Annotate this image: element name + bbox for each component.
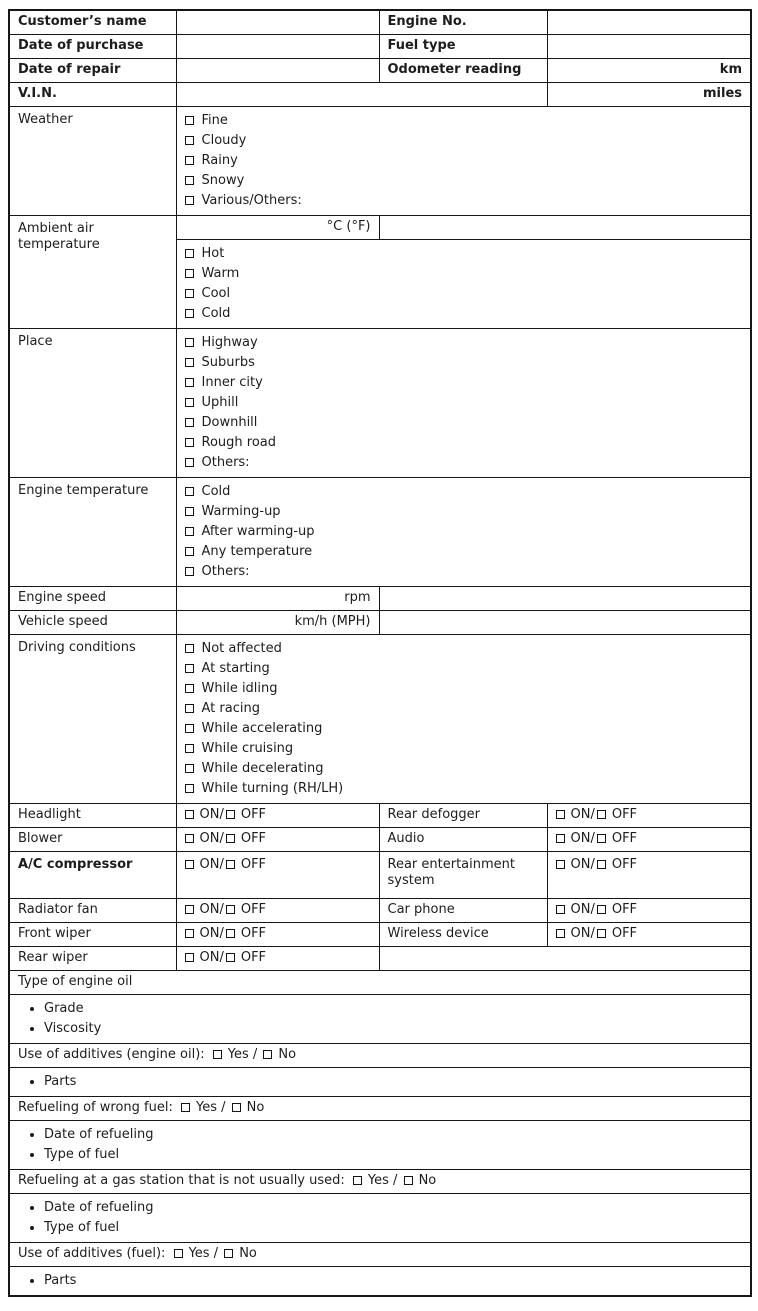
yes-checkbox-icon[interactable] bbox=[174, 1249, 183, 1258]
checkbox-icon[interactable] bbox=[185, 724, 194, 733]
fuel-type-field[interactable] bbox=[547, 34, 751, 58]
engine-no-label: Engine No. bbox=[379, 10, 547, 34]
additives-fuel-label: Use of additives (fuel): bbox=[18, 1246, 166, 1261]
checkbox-label: Highway bbox=[201, 334, 258, 350]
row-engine-temperature bbox=[9, 477, 751, 586]
vehicle-speed-field[interactable] bbox=[379, 610, 751, 634]
customer-name-label: Customer’s name bbox=[9, 10, 176, 34]
row-engine-speed bbox=[9, 586, 751, 610]
empty-cell bbox=[379, 946, 751, 970]
checkbox-label: While cruising bbox=[201, 740, 294, 756]
engine-speed-label: Engine speed bbox=[9, 586, 176, 610]
off-checkbox-icon[interactable] bbox=[597, 905, 606, 914]
weather-label: Weather bbox=[9, 106, 176, 215]
audio-onoff[interactable] bbox=[547, 827, 751, 851]
date-of-repair-field[interactable] bbox=[176, 58, 379, 82]
row-unusual-station bbox=[9, 1169, 751, 1193]
checkbox-option[interactable] bbox=[185, 522, 743, 542]
off-label: OFF bbox=[611, 831, 638, 846]
row-repair-odometer bbox=[9, 58, 751, 82]
checkbox-label: Warm bbox=[201, 265, 240, 281]
checkbox-label: Cold bbox=[201, 483, 231, 499]
engine-speed-field[interactable] bbox=[379, 586, 751, 610]
row-customer-engine bbox=[9, 10, 751, 34]
row-additives-fuel bbox=[9, 1242, 751, 1266]
yes-checkbox-icon[interactable] bbox=[353, 1176, 362, 1185]
checkbox-label: While accelerating bbox=[201, 720, 323, 736]
on-label: ON/ bbox=[199, 950, 224, 965]
checkbox-option[interactable] bbox=[185, 433, 743, 453]
list-item-type-of-fuel: • Type of fuel bbox=[44, 1218, 742, 1238]
off-label: OFF bbox=[240, 926, 267, 941]
row-driving-conditions bbox=[9, 634, 751, 803]
checkbox-label: While decelerating bbox=[201, 760, 324, 776]
rear-defogger-onoff[interactable] bbox=[547, 803, 751, 827]
row-oil-details bbox=[9, 994, 751, 1043]
list-item-viscosity: • Viscosity bbox=[44, 1019, 742, 1039]
rear-entertainment-label: Rear entertainment system bbox=[379, 851, 547, 898]
driving-conditions-options bbox=[176, 634, 751, 803]
row-frontwiper-wireless bbox=[9, 922, 751, 946]
checkbox-icon[interactable] bbox=[185, 378, 194, 387]
on-checkbox-icon[interactable] bbox=[556, 834, 565, 843]
off-checkbox-icon[interactable] bbox=[597, 860, 606, 869]
row-place bbox=[9, 328, 751, 477]
ambient-temperature-field[interactable] bbox=[379, 215, 751, 239]
vin-field[interactable] bbox=[176, 82, 547, 106]
checkbox-label: Cold bbox=[201, 305, 231, 321]
checkbox-label: Any temperature bbox=[201, 543, 313, 559]
front-wiper-onoff[interactable] bbox=[176, 922, 379, 946]
headlight-onoff[interactable] bbox=[176, 803, 379, 827]
checkbox-label: At racing bbox=[201, 700, 260, 716]
row-wrong-fuel bbox=[9, 1096, 751, 1120]
list-item-type-of-fuel: • Type of fuel bbox=[44, 1145, 742, 1165]
checkbox-option[interactable] bbox=[185, 284, 743, 304]
ambient-unit-label: °C (°F) bbox=[176, 215, 379, 239]
checkbox-label: Rainy bbox=[201, 152, 238, 168]
checkbox-option[interactable] bbox=[185, 502, 743, 522]
off-checkbox-icon[interactable] bbox=[597, 810, 606, 819]
yes-checkbox-icon[interactable] bbox=[181, 1103, 190, 1112]
row-fuel-parts bbox=[9, 1266, 751, 1296]
checkbox-label: At starting bbox=[201, 660, 270, 676]
checkbox-option[interactable] bbox=[185, 244, 743, 264]
off-checkbox-icon[interactable] bbox=[226, 929, 235, 938]
checkbox-label: Others: bbox=[201, 454, 250, 470]
checkbox-label: Snowy bbox=[201, 172, 245, 188]
checkbox-icon[interactable] bbox=[185, 249, 194, 258]
on-label: ON/ bbox=[199, 926, 224, 941]
on-checkbox-icon[interactable] bbox=[185, 905, 194, 914]
checkbox-option[interactable] bbox=[185, 739, 743, 759]
checkbox-option[interactable] bbox=[185, 639, 743, 659]
on-label: ON/ bbox=[570, 831, 595, 846]
checkbox-option[interactable] bbox=[185, 111, 743, 131]
off-label: OFF bbox=[240, 902, 267, 917]
yes-label: Yes / bbox=[227, 1047, 258, 1062]
front-wiper-label: Front wiper bbox=[9, 922, 176, 946]
checkbox-icon[interactable] bbox=[185, 289, 194, 298]
checkbox-icon[interactable] bbox=[185, 684, 194, 693]
row-unusual-station-details bbox=[9, 1193, 751, 1242]
checkbox-option[interactable] bbox=[185, 171, 743, 191]
wrong-fuel-label: Refueling of wrong fuel: bbox=[18, 1100, 173, 1115]
checkbox-label: Warming-up bbox=[201, 503, 281, 519]
oil-detail-list bbox=[9, 994, 751, 1043]
rear-entertainment-onoff[interactable] bbox=[547, 851, 751, 898]
on-label: ON/ bbox=[199, 831, 224, 846]
list-item-date-of-refueling: • Date of refueling bbox=[44, 1198, 742, 1218]
date-of-repair-label: Date of repair bbox=[9, 58, 176, 82]
engine-temperature-options bbox=[176, 477, 751, 586]
row-wrong-fuel-details bbox=[9, 1120, 751, 1169]
additives-oil-question bbox=[9, 1043, 751, 1067]
odometer-km-field[interactable]: km bbox=[547, 58, 751, 82]
checkbox-icon[interactable] bbox=[185, 664, 194, 673]
checkbox-icon[interactable] bbox=[185, 116, 194, 125]
checkbox-option[interactable] bbox=[185, 699, 743, 719]
list-item-parts: • Parts bbox=[44, 1072, 742, 1092]
on-checkbox-icon[interactable] bbox=[556, 905, 565, 914]
engine-temperature-label: Engine temperature bbox=[9, 477, 176, 586]
checkbox-icon[interactable] bbox=[185, 358, 194, 367]
off-label: OFF bbox=[240, 807, 267, 822]
checkbox-option[interactable] bbox=[185, 353, 743, 373]
engine-no-field[interactable] bbox=[547, 10, 751, 34]
checkbox-icon[interactable] bbox=[185, 547, 194, 556]
checkbox-option[interactable] bbox=[185, 191, 743, 211]
no-label: No bbox=[246, 1100, 265, 1115]
checkbox-icon[interactable] bbox=[185, 704, 194, 713]
row-ac-rearentertainment bbox=[9, 851, 751, 898]
oil-parts-list bbox=[9, 1067, 751, 1096]
wireless-device-label: Wireless device bbox=[379, 922, 547, 946]
radiator-fan-label: Radiator fan bbox=[9, 898, 176, 922]
checkbox-icon[interactable] bbox=[185, 309, 194, 318]
on-label: ON/ bbox=[570, 926, 595, 941]
rear-wiper-label: Rear wiper bbox=[9, 946, 176, 970]
on-label: ON/ bbox=[570, 807, 595, 822]
off-checkbox-icon[interactable] bbox=[226, 953, 235, 962]
off-checkbox-icon[interactable] bbox=[226, 860, 235, 869]
on-checkbox-icon[interactable] bbox=[556, 810, 565, 819]
off-checkbox-icon[interactable] bbox=[226, 905, 235, 914]
checkbox-icon[interactable] bbox=[185, 487, 194, 496]
type-of-engine-oil-label: Type of engine oil bbox=[9, 970, 751, 994]
checkbox-option[interactable] bbox=[185, 413, 743, 433]
on-checkbox-icon[interactable] bbox=[556, 860, 565, 869]
checkbox-icon[interactable] bbox=[185, 398, 194, 407]
checkbox-option[interactable] bbox=[185, 131, 743, 151]
on-label: ON/ bbox=[199, 807, 224, 822]
fuel-parts-list bbox=[9, 1266, 751, 1296]
on-checkbox-icon[interactable] bbox=[185, 953, 194, 962]
headlight-label: Headlight bbox=[9, 803, 176, 827]
yes-label: Yes / bbox=[367, 1173, 398, 1188]
checkbox-label: While turning (RH/LH) bbox=[201, 780, 344, 796]
radiator-fan-onoff[interactable] bbox=[176, 898, 379, 922]
off-checkbox-icon[interactable] bbox=[226, 834, 235, 843]
odometer-reading-label: Odometer reading bbox=[379, 58, 547, 82]
yes-label: Yes / bbox=[196, 1100, 226, 1115]
row-ambient-unit bbox=[9, 215, 751, 239]
checkbox-option[interactable] bbox=[185, 304, 743, 324]
checkbox-label: Cloudy bbox=[201, 132, 247, 148]
rear-wiper-onoff[interactable] bbox=[176, 946, 379, 970]
no-label: No bbox=[239, 1246, 257, 1261]
on-checkbox-icon[interactable] bbox=[556, 929, 565, 938]
row-rearwiper bbox=[9, 946, 751, 970]
checkbox-label: While idling bbox=[201, 680, 278, 696]
checkbox-option[interactable] bbox=[185, 759, 743, 779]
date-of-purchase-label: Date of purchase bbox=[9, 34, 176, 58]
blower-label: Blower bbox=[9, 827, 176, 851]
vehicle-speed-unit-label: km/h (MPH) bbox=[176, 610, 379, 634]
unusual-station-detail-list bbox=[9, 1193, 751, 1242]
engine-speed-unit-label: rpm bbox=[176, 586, 379, 610]
additives-fuel-question bbox=[9, 1242, 751, 1266]
row-vehicle-speed bbox=[9, 610, 751, 634]
wrong-fuel-question bbox=[9, 1096, 751, 1120]
weather-options bbox=[176, 106, 751, 215]
checkbox-label: Downhill bbox=[201, 414, 258, 430]
checkbox-option[interactable] bbox=[185, 151, 743, 171]
checkbox-label: Rough road bbox=[201, 434, 276, 450]
place-options bbox=[176, 328, 751, 477]
ambient-options bbox=[176, 239, 751, 328]
wrong-fuel-detail-list bbox=[9, 1120, 751, 1169]
checkbox-icon[interactable] bbox=[185, 644, 194, 653]
checkbox-option[interactable] bbox=[185, 659, 743, 679]
checkbox-option[interactable] bbox=[185, 562, 743, 582]
customer-name-field[interactable] bbox=[176, 10, 379, 34]
vin-label: V.I.N. bbox=[9, 82, 176, 106]
checkbox-option[interactable] bbox=[185, 264, 743, 284]
checkbox-icon[interactable] bbox=[185, 567, 194, 576]
unusual-station-question bbox=[9, 1169, 751, 1193]
on-checkbox-icon[interactable] bbox=[185, 834, 194, 843]
checkbox-icon[interactable] bbox=[185, 527, 194, 536]
row-additives-oil bbox=[9, 1043, 751, 1067]
checkbox-label: After warming-up bbox=[201, 523, 315, 539]
yes-checkbox-icon[interactable] bbox=[213, 1050, 222, 1059]
no-label: No bbox=[278, 1047, 297, 1062]
wireless-device-onoff[interactable] bbox=[547, 922, 751, 946]
no-label: No bbox=[418, 1173, 437, 1188]
checkbox-label: Uphill bbox=[201, 394, 239, 410]
checkbox-option[interactable] bbox=[185, 719, 743, 739]
no-checkbox-icon[interactable] bbox=[404, 1176, 413, 1185]
ambient-temperature-label: Ambient air temperature bbox=[9, 215, 176, 328]
driving-conditions-label: Driving conditions bbox=[9, 634, 176, 803]
off-checkbox-icon[interactable] bbox=[597, 929, 606, 938]
checkbox-icon[interactable] bbox=[185, 176, 194, 185]
no-checkbox-icon[interactable] bbox=[232, 1103, 241, 1112]
checkbox-icon[interactable] bbox=[185, 269, 194, 278]
checkbox-icon[interactable] bbox=[185, 418, 194, 427]
checkbox-label: Inner city bbox=[201, 374, 263, 390]
place-label: Place bbox=[9, 328, 176, 477]
checkbox-option[interactable] bbox=[185, 393, 743, 413]
checkbox-option[interactable] bbox=[185, 373, 743, 393]
checkbox-option[interactable] bbox=[185, 482, 743, 502]
off-label: OFF bbox=[611, 926, 638, 941]
no-checkbox-icon[interactable] bbox=[263, 1050, 272, 1059]
checkbox-label: Hot bbox=[201, 245, 225, 261]
yes-label: Yes / bbox=[188, 1246, 219, 1261]
on-label: ON/ bbox=[570, 902, 595, 917]
off-label: OFF bbox=[240, 831, 267, 846]
checkbox-icon[interactable] bbox=[185, 764, 194, 773]
check-sheet-table bbox=[8, 9, 752, 1297]
odometer-miles-field[interactable]: miles bbox=[547, 82, 751, 106]
ac-compressor-label: A/C compressor bbox=[9, 851, 176, 898]
checkbox-label: Cool bbox=[201, 285, 231, 301]
checkbox-icon[interactable] bbox=[185, 196, 194, 205]
checkbox-label: Fine bbox=[201, 112, 228, 128]
checkbox-icon[interactable] bbox=[185, 136, 194, 145]
on-label: ON/ bbox=[199, 856, 224, 872]
checkbox-label: Various/Others: bbox=[201, 192, 302, 208]
checkbox-label: Not affected bbox=[201, 640, 282, 656]
on-label: ON/ bbox=[199, 902, 224, 917]
checkbox-option[interactable] bbox=[185, 679, 743, 699]
vehicle-speed-label: Vehicle speed bbox=[9, 610, 176, 634]
on-checkbox-icon[interactable] bbox=[185, 810, 194, 819]
list-item-date-of-refueling: • Date of refueling bbox=[44, 1125, 742, 1145]
rear-defogger-label: Rear defogger bbox=[379, 803, 547, 827]
on-checkbox-icon[interactable] bbox=[185, 929, 194, 938]
checkbox-icon[interactable] bbox=[185, 507, 194, 516]
car-phone-onoff[interactable] bbox=[547, 898, 751, 922]
checkbox-label: Suburbs bbox=[201, 354, 255, 370]
checkbox-icon[interactable] bbox=[185, 458, 194, 467]
audio-label: Audio bbox=[379, 827, 547, 851]
on-checkbox-icon[interactable] bbox=[185, 860, 194, 869]
checkbox-option[interactable] bbox=[185, 333, 743, 353]
row-radiator-carphone bbox=[9, 898, 751, 922]
checkbox-icon[interactable] bbox=[185, 156, 194, 165]
fuel-type-label: Fuel type bbox=[379, 34, 547, 58]
off-label: OFF bbox=[611, 902, 638, 917]
list-item-parts: • Parts bbox=[44, 1271, 742, 1291]
checkbox-icon[interactable] bbox=[185, 784, 194, 793]
checkbox-icon[interactable] bbox=[185, 338, 194, 347]
no-checkbox-icon[interactable] bbox=[224, 1249, 233, 1258]
list-item-grade: • Grade bbox=[44, 999, 742, 1019]
off-label: OFF bbox=[240, 950, 267, 965]
row-purchase-fuel bbox=[9, 34, 751, 58]
blower-onoff[interactable] bbox=[176, 827, 379, 851]
row-blower-audio bbox=[9, 827, 751, 851]
off-label: OFF bbox=[240, 856, 267, 872]
unusual-station-label: Refueling at a gas station that is not usually used: bbox=[18, 1173, 345, 1188]
checkbox-label: Others: bbox=[201, 563, 250, 579]
off-checkbox-icon[interactable] bbox=[226, 810, 235, 819]
row-vin-miles bbox=[9, 82, 751, 106]
row-type-of-engine-oil bbox=[9, 970, 751, 994]
off-label: OFF bbox=[611, 807, 638, 822]
row-oil-parts bbox=[9, 1067, 751, 1096]
checkbox-option[interactable] bbox=[185, 453, 743, 473]
car-phone-label: Car phone bbox=[379, 898, 547, 922]
on-label: ON/ bbox=[570, 856, 595, 872]
checkbox-icon[interactable] bbox=[185, 744, 194, 753]
row-weather bbox=[9, 106, 751, 215]
checkbox-icon[interactable] bbox=[185, 438, 194, 447]
off-checkbox-icon[interactable] bbox=[597, 834, 606, 843]
checkbox-option[interactable] bbox=[185, 542, 743, 562]
off-label: OFF bbox=[611, 856, 638, 872]
ac-compressor-onoff[interactable] bbox=[176, 851, 379, 898]
row-headlight-defogger bbox=[9, 803, 751, 827]
checkbox-option[interactable] bbox=[185, 779, 743, 799]
date-of-purchase-field[interactable] bbox=[176, 34, 379, 58]
additives-oil-label: Use of additives (engine oil): bbox=[18, 1047, 205, 1062]
